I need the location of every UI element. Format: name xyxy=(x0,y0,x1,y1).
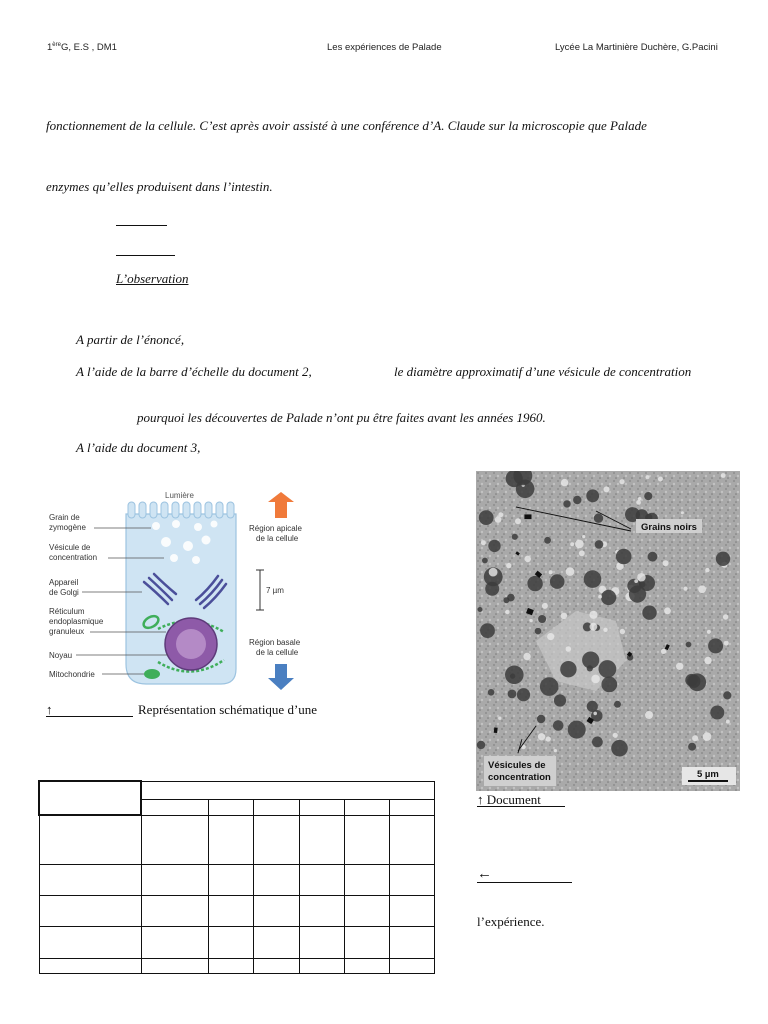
question-2-part-b: le diamètre approximatif d’une vésicule de concentration xyxy=(394,364,692,379)
paragraph-line-2: enzymes qu’elles produisent dans l’intestin. xyxy=(46,179,273,194)
micrograph-vesicle xyxy=(535,628,542,635)
micrograph-vesicle xyxy=(611,740,628,757)
table-row xyxy=(39,927,435,958)
table-cell xyxy=(141,799,209,815)
micrograph-vesicle xyxy=(603,628,607,632)
micrograph-vesicle xyxy=(619,479,624,484)
micrograph-vesicle xyxy=(560,661,576,677)
micrograph-vesicle xyxy=(636,500,641,505)
micrograph-vesicle xyxy=(553,720,564,731)
svg-text:Grain de: Grain de xyxy=(49,513,80,522)
micrograph-vesicle xyxy=(505,666,524,685)
micrograph-vesicle xyxy=(515,518,521,524)
micrograph-vesicle xyxy=(582,535,585,538)
micrograph-vesicle xyxy=(645,711,653,719)
micrograph-vesicle xyxy=(686,642,692,648)
micrograph-vesicle xyxy=(707,630,711,634)
svg-text:zymogène: zymogène xyxy=(49,523,86,532)
micrograph-vesicle xyxy=(584,570,602,588)
section-heading: L’observation xyxy=(116,271,189,286)
micrograph-vesicle xyxy=(716,552,730,566)
micrograph-vesicle xyxy=(575,540,584,549)
svg-text:Réticulum: Réticulum xyxy=(49,607,85,616)
figure1-caption-blank: ↑ xyxy=(46,702,133,717)
micrograph-vesicle xyxy=(506,563,511,568)
table-cell xyxy=(299,799,344,815)
micrograph-vesicle xyxy=(550,574,565,589)
micrograph-vesicle xyxy=(692,735,698,741)
micrograph-vesicle xyxy=(554,694,566,706)
micrograph-vesicle xyxy=(601,677,617,693)
micrograph-vesicle xyxy=(523,653,530,660)
micrograph-vesicle xyxy=(586,489,599,502)
micrograph-vesicle xyxy=(639,581,645,587)
micrograph-vesicle xyxy=(634,579,638,583)
micrograph-vesicle xyxy=(663,560,669,566)
micrograph-vesicle xyxy=(495,516,502,523)
header-center: Les expériences de Palade xyxy=(327,42,442,53)
micrograph-vesicle xyxy=(478,607,483,612)
svg-text:concentration: concentration xyxy=(49,553,98,562)
micrograph-vesicle xyxy=(527,576,542,591)
micrograph-vesicle xyxy=(648,552,658,562)
label-grains-noirs: Grains noirs xyxy=(641,522,697,533)
micrograph-vesicle xyxy=(546,736,551,741)
table-cell xyxy=(344,799,389,815)
micrograph-vesicle xyxy=(676,663,683,670)
micrograph-vesicle xyxy=(579,550,585,556)
micrograph-vesicle xyxy=(538,615,546,623)
micrograph-black-grain xyxy=(524,514,531,519)
micrograph-vesicle xyxy=(592,737,603,748)
micrograph-vesicle xyxy=(705,568,709,572)
micrograph-vesicle xyxy=(594,514,603,523)
left-arrow-icon: ← xyxy=(477,866,572,883)
svg-text:Mitochondrie: Mitochondrie xyxy=(49,670,95,679)
micrograph-vesicle xyxy=(629,586,646,603)
svg-text:Noyau: Noyau xyxy=(49,651,73,660)
micrograph-vesicle xyxy=(620,629,625,634)
micrograph-vesicle xyxy=(589,611,597,619)
table-header-cell xyxy=(141,781,435,799)
micrograph-vesicle xyxy=(721,473,726,478)
micrograph-vesicle xyxy=(703,732,712,741)
micrograph-vesicle xyxy=(644,492,652,500)
micrograph-vesicle xyxy=(599,660,617,678)
micrograph-vesicle xyxy=(681,511,684,514)
micrograph-vesicle xyxy=(561,613,568,620)
micrograph-vesicle xyxy=(561,479,568,486)
micrograph-vesicle xyxy=(595,540,604,549)
table-cell xyxy=(254,799,299,815)
micrograph-vesicle xyxy=(688,743,696,751)
micrograph-vesicle xyxy=(614,701,621,708)
cell-schematic-figure xyxy=(46,484,331,694)
micrograph-vesicle xyxy=(708,638,723,653)
micrograph-vesicle xyxy=(538,733,545,740)
micrograph-vesicle xyxy=(590,623,598,631)
micrograph-vesicle xyxy=(723,691,731,699)
blank-line-1 xyxy=(116,211,167,226)
micrograph-vesicle xyxy=(479,510,494,525)
micrograph-vesicle xyxy=(489,568,498,577)
micrograph-vesicle xyxy=(637,573,646,582)
table-cell xyxy=(209,799,254,815)
header-left: 1èreG, E.S , DM1 xyxy=(47,42,117,54)
micrograph-vesicle xyxy=(480,623,495,638)
micrograph-vesicle xyxy=(604,486,610,492)
micrograph-vesicle xyxy=(537,715,545,723)
micrograph-vesicle xyxy=(540,677,559,696)
micrograph-vesicle xyxy=(563,500,570,507)
micrograph-vesicle xyxy=(687,675,700,688)
micrograph-vesicle xyxy=(646,475,650,479)
svg-text:Vésicule de: Vésicule de xyxy=(49,543,91,552)
micrograph-scale: 5 µm xyxy=(697,769,719,780)
micrograph-vesicle xyxy=(542,603,548,609)
micrograph-vesicle xyxy=(568,721,586,739)
figure1-caption: Représentation schématique d’une xyxy=(138,702,318,717)
micrograph-vesicle xyxy=(530,619,533,622)
micrograph-vesicle xyxy=(601,590,616,605)
svg-text:Région basale: Région basale xyxy=(249,638,301,647)
svg-text:Appareil: Appareil xyxy=(49,578,79,587)
micrograph-vesicle xyxy=(593,712,597,716)
micrograph-vesicle xyxy=(481,540,486,545)
micrograph-vesicle xyxy=(477,741,485,749)
micrograph-vesicle xyxy=(642,606,656,620)
micrograph-vesicle xyxy=(482,558,488,564)
micrograph-vesicle xyxy=(512,534,518,540)
micrograph-vesicle xyxy=(498,717,501,720)
micrograph-vesicle xyxy=(587,665,593,671)
question-3: pourquoi les découvertes de Palade n’ont pu être faites avant les années 1960. xyxy=(137,410,546,425)
micrograph-vesicle xyxy=(723,614,728,619)
micrograph-vesicle xyxy=(503,597,509,603)
svg-text:de la cellule: de la cellule xyxy=(256,534,299,543)
blank-line-2 xyxy=(116,241,175,256)
micrograph-vesicle xyxy=(547,633,554,640)
micrograph-vesicle xyxy=(549,570,553,574)
micrograph-vesicle xyxy=(591,675,600,684)
table-corner-cell xyxy=(39,781,141,815)
micrograph-vesicle xyxy=(726,720,730,724)
table-row xyxy=(39,864,435,895)
micrograph-vesicle xyxy=(698,585,706,593)
micrograph-vesicle xyxy=(570,542,574,546)
svg-text:7 µm: 7 µm xyxy=(266,586,284,595)
svg-text:de Golgi: de Golgi xyxy=(49,588,79,597)
micrograph-figure xyxy=(476,471,740,791)
micrograph-vesicle xyxy=(566,646,572,652)
micrograph-black-grain xyxy=(494,727,498,733)
micrograph-vesicle xyxy=(498,512,503,517)
table-row xyxy=(39,958,435,973)
question-4: A l’aide du document 3, xyxy=(76,440,201,455)
micrograph-vesicle xyxy=(544,537,551,544)
svg-text:Vésicules de: Vésicules de xyxy=(488,760,546,771)
figure2-caption: ↑ Document xyxy=(477,792,565,807)
question-2-part-a: A l’aide de la barre d’échelle du document 2, xyxy=(76,364,312,379)
micrograph-vesicle xyxy=(661,649,666,654)
micrograph-vesicle xyxy=(724,641,729,646)
results-table xyxy=(38,780,435,974)
paragraph-line-1: fonctionnement de la cellule. C’est après avoir assisté à une conférence d’A. Claude sur la microscopie que Palade xyxy=(46,118,647,133)
micrograph-vesicle xyxy=(554,749,557,752)
header-right: Lycée La Martinière Duchère, G.Pacini xyxy=(555,42,718,53)
label-lumiere: Lumière xyxy=(165,491,194,500)
micrograph-vesicle xyxy=(704,657,711,664)
micrograph-vesicle xyxy=(616,549,632,565)
svg-text:Région apicale: Région apicale xyxy=(249,524,302,533)
micrograph-vesicle xyxy=(488,540,500,552)
question-1: A partir de l’énoncé, xyxy=(76,332,185,347)
table-cell xyxy=(389,799,434,815)
micrograph-vesicle xyxy=(573,496,581,504)
micrograph-vesicle xyxy=(598,595,602,599)
svg-text:endoplasmique: endoplasmique xyxy=(49,617,104,626)
micrograph-vesicle xyxy=(524,556,531,563)
micrograph-vesicle xyxy=(508,690,517,699)
svg-text:concentration: concentration xyxy=(488,772,551,783)
table-row xyxy=(39,815,435,864)
svg-text:granuleux: granuleux xyxy=(49,627,85,636)
micrograph-vesicle xyxy=(566,567,575,576)
micrograph-vesicle xyxy=(505,610,509,614)
svg-text:de la cellule: de la cellule xyxy=(256,648,299,657)
micrograph-vesicle xyxy=(683,587,687,591)
micrograph-vesicle xyxy=(613,733,618,738)
micrograph-vesicle xyxy=(517,688,530,701)
micrograph-vesicle xyxy=(664,607,671,614)
micrograph-vesicle xyxy=(710,706,724,720)
micrograph-vesicle xyxy=(488,689,495,696)
micrograph-vesicle xyxy=(658,477,663,482)
experience-note: l’expérience. xyxy=(477,914,545,929)
table-row xyxy=(39,895,435,926)
